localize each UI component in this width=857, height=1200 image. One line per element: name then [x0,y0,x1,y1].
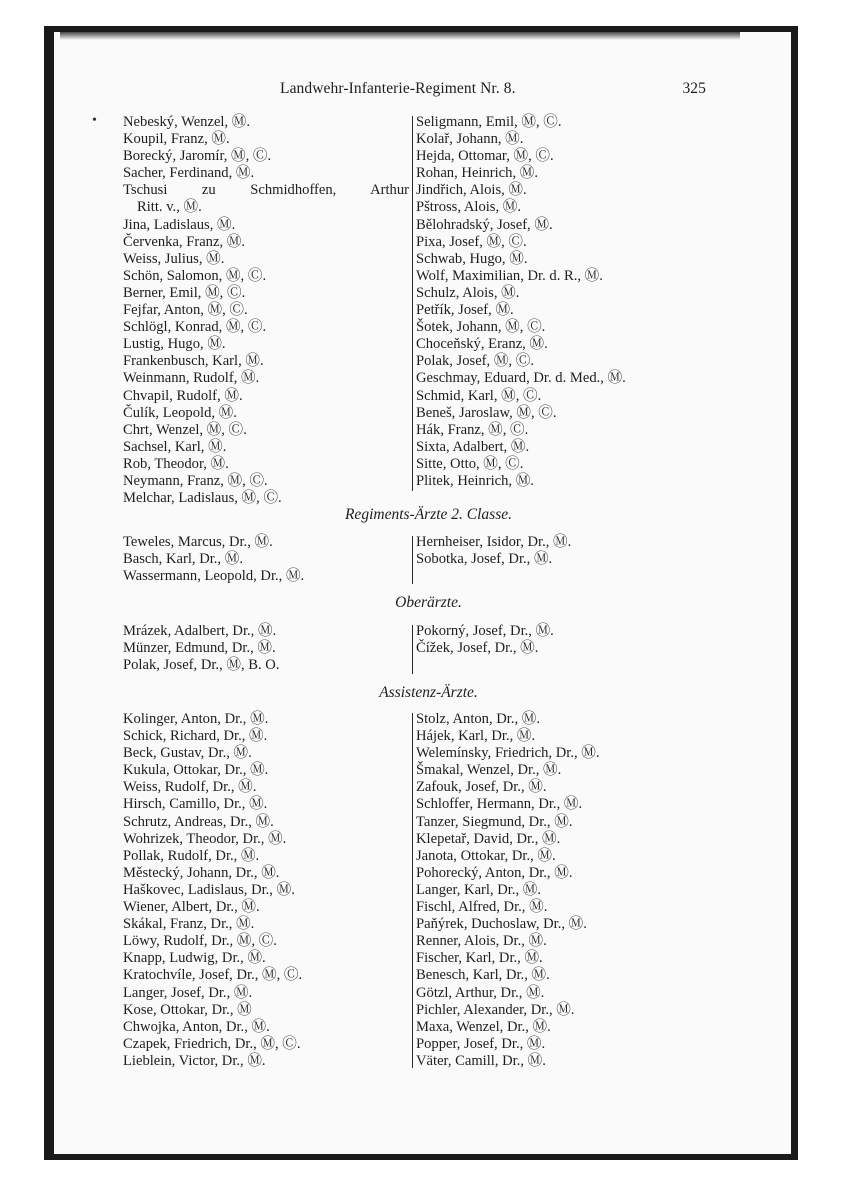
list-item: Červenka, Franz, Ⓜ. [123,233,245,250]
list-item: Löwy, Rudolf, Dr., Ⓜ, Ⓒ. [123,933,277,950]
list-item: Schulz, Alois, Ⓜ. [416,284,520,301]
right-column [416,711,716,1070]
page-number: 325 [682,80,706,97]
list-item: Renner, Alois, Dr., Ⓜ. [416,933,547,950]
list-item: Weiss, Julius, Ⓜ. [123,250,225,267]
list-item: Kolař, Johann, Ⓜ. [416,131,524,148]
list-item: Nebeský, Wenzel, Ⓜ. [123,114,251,130]
list-item: Polak, Josef, Ⓜ, Ⓒ. [416,353,534,370]
list-item: Pokorný, Josef, Dr., Ⓜ. [416,623,554,639]
list-item: Schlögl, Konrad, Ⓜ, Ⓒ. [123,319,267,336]
list-item: Münzer, Edmund, Dr., Ⓜ. [123,640,276,657]
list-item: Neymann, Franz, Ⓜ, Ⓒ. [123,472,268,489]
list-item: Šmakal, Wenzel, Dr., Ⓜ. [416,762,562,779]
list-item: Melchar, Ladislaus, Ⓜ, Ⓒ. [123,490,282,507]
list-item: Jina, Ladislaus, Ⓜ. [123,216,236,233]
list-item: Pohorecký, Anton, Dr., Ⓜ. [416,864,573,881]
list-item: Pštross, Alois, Ⓜ. [416,199,522,216]
list-item: Hernheiser, Isidor, Dr., Ⓜ. [416,534,572,550]
list-item: Fischl, Alfred, Dr., Ⓜ. [416,899,548,916]
list-item: Fischer, Karl, Dr., Ⓜ. [416,950,543,967]
list-item: Benesch, Karl, Dr., Ⓜ. [416,967,550,984]
margin-mark: • [92,113,97,128]
list-item: Kolinger, Anton, Dr., Ⓜ. [123,711,269,727]
list-item: Pollak, Rudolf, Dr., Ⓜ. [123,847,260,864]
list-item: Hájek, Karl, Dr., Ⓜ. [416,728,536,745]
list-item: Väter, Camill, Dr., Ⓜ. [416,1052,546,1069]
list-item: Wolf, Maximilian, Dr. d. R., Ⓜ. [416,267,603,284]
list-item: Plitek, Heinrich, Ⓜ. [416,472,534,489]
section-heading: Oberärzte. [395,594,462,611]
list-item: Sitte, Otto, Ⓜ, Ⓒ. [416,455,524,472]
list-item: Lustig, Hugo, Ⓜ. [123,336,226,353]
list-item: Paňýrek, Duchoslaw, Dr., Ⓜ. [416,916,587,933]
column-divider [412,116,413,491]
list-item: Klepetař, David, Dr., Ⓜ. [416,830,561,847]
list-item: Městecký, Johann, Dr., Ⓜ. [123,864,280,881]
list-item: Polak, Josef, Dr., Ⓜ, B. O. [123,657,280,674]
column-divider [412,713,413,1068]
list-item: Schrutz, Andreas, Dr., Ⓜ. [123,813,274,830]
list-item: Weinmann, Rudolf, Ⓜ. [123,370,260,387]
list-item: Berner, Emil, Ⓜ, Ⓒ. [123,284,246,301]
list-item: Geschmay, Eduard, Dr. d. Med., Ⓜ. [416,370,626,387]
list-item: Tschusi zu Schmidhoffen, Arthur [123,182,409,199]
list-item: Fejfar, Anton, Ⓜ, Ⓒ. [123,302,248,319]
list-item: Janota, Ottokar, Dr., Ⓜ. [416,847,556,864]
list-item: Skákal, Franz, Dr., Ⓜ. [123,916,255,933]
list-item: Beck, Gustav, Dr., Ⓜ. [123,745,252,762]
left-column [123,623,409,674]
page-header [280,80,710,102]
list-item: Kukula, Ottokar, Dr., Ⓜ. [123,762,269,779]
list-item: Chvapil, Rudolf, Ⓜ. [123,387,243,404]
list-item: Teweles, Marcus, Dr., Ⓜ. [123,534,273,550]
list-item: Schick, Richard, Dr., Ⓜ. [123,728,268,745]
right-column [416,114,716,490]
list-item: Tanzer, Siegmund, Dr., Ⓜ. [416,813,573,830]
left-column [123,534,409,585]
list-item: Zafouk, Josef, Dr., Ⓜ. [416,779,547,796]
column-divider [412,536,413,584]
list-item: Seligmann, Emil, Ⓜ, Ⓒ. [416,114,562,130]
list-item: Sixta, Adalbert, Ⓜ. [416,438,530,455]
list-item: Welemínsky, Friedrich, Dr., Ⓜ. [416,745,600,762]
list-item: Bělohradský, Josef, Ⓜ. [416,216,553,233]
list-item: Wassermann, Leopold, Dr., Ⓜ. [123,568,305,585]
list-item: Frankenbusch, Karl, Ⓜ. [123,353,264,370]
list-item: Čížek, Josef, Dr., Ⓜ. [416,640,539,657]
list-item: Götzl, Arthur, Dr., Ⓜ. [416,984,545,1001]
list-item: Kratochvíle, Josef, Dr., Ⓜ, Ⓒ. [123,967,303,984]
list-item: Pixa, Josef, Ⓜ, Ⓒ. [416,233,527,250]
left-column [123,114,409,507]
list-item: Borecký, Jaromír, Ⓜ, Ⓒ. [123,148,272,165]
list-item: Sachsel, Karl, Ⓜ. [123,438,227,455]
list-item: Beneš, Jaroslaw, Ⓜ, Ⓒ. [416,404,557,421]
list-item: Wiener, Albert, Dr., Ⓜ. [123,899,260,916]
list-item: Mrázek, Adalbert, Dr., Ⓜ. [123,623,277,639]
list-item: Wohrizek, Theodor, Dr., Ⓜ. [123,830,287,847]
right-column [416,534,716,568]
list-item: Sobotka, Josef, Dr., Ⓜ. [416,551,553,568]
list-item: Hejda, Ottomar, Ⓜ, Ⓒ. [416,148,554,165]
list-item: Chrt, Wenzel, Ⓜ, Ⓒ. [123,421,247,438]
list-item: Šotek, Johann, Ⓜ, Ⓒ. [416,319,546,336]
list-item: Haškovec, Ladislaus, Dr., Ⓜ. [123,881,295,898]
list-item: Popper, Josef, Dr., Ⓜ. [416,1035,546,1052]
list-item: Basch, Karl, Dr., Ⓜ. [123,551,243,568]
list-item: Schön, Salomon, Ⓜ, Ⓒ. [123,267,267,284]
list-item: Hirsch, Camillo, Dr., Ⓜ. [123,796,268,813]
list-item: Choceňský, Eranz, Ⓜ. [416,336,548,353]
list-item: Hák, Franz, Ⓜ, Ⓒ. [416,421,529,438]
section-heading: Regiments-Ärzte 2. Classe. [344,506,513,523]
list-item: Stolz, Anton, Dr., Ⓜ. [416,711,541,727]
list-item: Schwab, Hugo, Ⓜ. [416,250,528,267]
list-item: Petřík, Josef, Ⓜ. [416,302,514,319]
list-item: Rohan, Heinrich, Ⓜ. [416,165,538,182]
list-item: Langer, Karl, Dr., Ⓜ. [416,881,542,898]
left-column [123,711,409,1070]
list-item: Chwojka, Anton, Dr., Ⓜ. [123,1018,270,1035]
column-divider [412,625,413,674]
list-item: Koupil, Franz, Ⓜ. [123,131,230,148]
right-column [416,623,716,657]
list-item: Kose, Ottokar, Dr., Ⓜ [123,1001,252,1018]
list-item: Jindřich, Alois, Ⓜ. [416,182,527,199]
list-item-continuation: Ritt. v., Ⓜ. [137,199,202,216]
list-item: Pichler, Alexander, Dr., Ⓜ. [416,1001,575,1018]
list-item: Sacher, Ferdinand, Ⓜ. [123,165,255,182]
list-item: Rob, Theodor, Ⓜ. [123,455,229,472]
list-item: Czapek, Friedrich, Dr., Ⓜ, Ⓒ. [123,1035,301,1052]
section-heading: Assistenz-Ärzte. [379,684,478,701]
list-item: Lieblein, Victor, Dr., Ⓜ. [123,1052,266,1069]
running-title: Landwehr-Infanterie-Regiment Nr. 8. [280,80,516,97]
list-item: Weiss, Rudolf, Dr., Ⓜ. [123,779,257,796]
list-item: Schmid, Karl, Ⓜ, Ⓒ. [416,387,542,404]
list-item: Knapp, Ludwig, Dr., Ⓜ. [123,950,266,967]
list-item: Schloffer, Hermann, Dr., Ⓜ. [416,796,583,813]
list-item: Čulík, Leopold, Ⓜ. [123,404,237,421]
list-item: Maxa, Wenzel, Dr., Ⓜ. [416,1018,551,1035]
list-item: Langer, Josef, Dr., Ⓜ. [123,984,253,1001]
